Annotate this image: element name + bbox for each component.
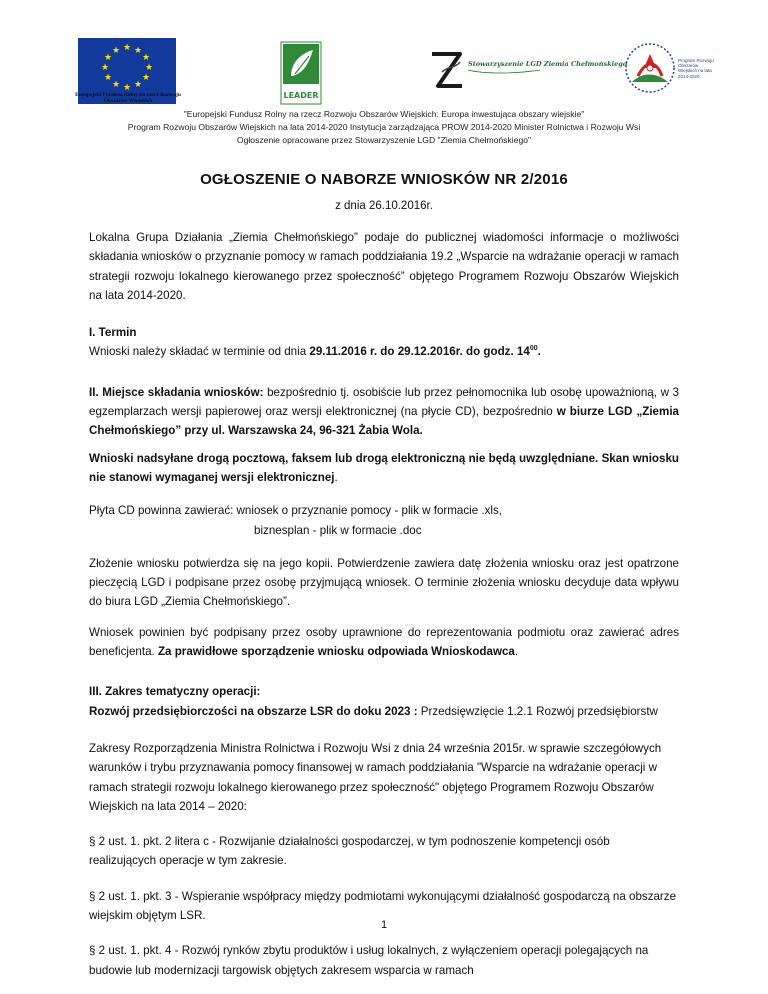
zakres-bold: Rozwój przedsiębiorczości na obszarze LSR do doku 2023 : bbox=[89, 704, 418, 718]
intro-paragraph: Lokalna Grupa Działania „Ziemia Chełmońskiego” podaje do publicznej wiadomości informacje o możliwości składania wniosków o przyznanie pomocy w ramach poddziałania 19.2 „Wsparcie na wdrażanie operacji w ramach strategii rozwoju lokalnego kierowanego przez społeczność” objętego Programem Rozwoju Obszarów Wiejskich na lata 2014-2020. bbox=[89, 231, 679, 302]
document-date: z dnia 26.10.2016r. bbox=[335, 200, 433, 212]
logos-row bbox=[0, 0, 768, 112]
lgd-text: Stowarzyszenie LGD Ziemia Chełmońskiego bbox=[468, 60, 628, 68]
header-info bbox=[40, 108, 728, 147]
cd-line-1: Płyta CD powinna zawierać: wniosek o przyznanie pomocy - plik w formacie .xls, bbox=[89, 504, 503, 518]
warning-end: . bbox=[334, 470, 338, 484]
page-number: 1 bbox=[380, 919, 388, 931]
termin-paragraph bbox=[89, 342, 679, 361]
svg-text:★: ★ bbox=[103, 53, 113, 63]
warning-text: Wnioski nadsyłane drogą pocztową, faksem lub drogą elektroniczną nie będą uwzględniane. Skan wniosku nie stanowi wymaganej wersji elektronicznej bbox=[89, 451, 679, 484]
leader-text: LEADER bbox=[283, 91, 319, 100]
svg-text:★: ★ bbox=[122, 83, 132, 93]
cd-line-2: biznesplan - plik w formacie .doc bbox=[254, 523, 422, 537]
termin-sup: 00 bbox=[529, 345, 538, 353]
paragraph-pkt-2c: § 2 ust. 1. pkt. 2 litera c - Rozwijanie działalności gospodarczej, w tym podnoszenie kompetencji osób realizujących operacje w tym zakresie. bbox=[89, 835, 610, 868]
miejsce-address: w biurze LGD „Ziemia Chełmońskiego” przy ul. Warszawska 24, 96-321 Żabia Wola. bbox=[89, 405, 679, 438]
warning-paragraph bbox=[89, 449, 679, 488]
document-body bbox=[89, 228, 679, 980]
svg-text:★: ★ bbox=[133, 80, 143, 90]
miejsce-heading: II. Miejsce składania wniosków: bbox=[89, 385, 264, 399]
paragraph-pkt-4: § 2 ust. 1. pkt. 4 - Rozwój rynków zbytu produktów i usług lokalnych, z wyłączeniem operacji polegających na budowie lub modernizacji targowisk objętych zakresem wsparcia w ramach bbox=[89, 944, 649, 977]
rozporzadzenie-paragraph: Zakresy Rozporządzenia Ministra Rolnictwa i Rozwoju Wsi z dnia 24 września 2015r. w sprawie szczegółowych warunków i trybu przyznawania pomocy finansowej w ramach poddziałania "Wsparcie na wdrażanie operacji w ramach strategii rozwoju lokalnego kierowanego przez społeczność" objętego Programem Rozwoju Obszarów Wiejskich na lata 2014 – 2020: bbox=[89, 741, 662, 813]
eu-caption: Europejski Fundusz Rolny na rzecz Rozwoju Obszarów Wiejskich bbox=[75, 92, 181, 104]
zakres-text: Przedsięwzięcie 1.2.1 Rozwój przedsiębiorstw bbox=[417, 704, 658, 718]
svg-text:★: ★ bbox=[141, 53, 151, 63]
svg-text:★: ★ bbox=[141, 73, 151, 83]
svg-text:★: ★ bbox=[122, 43, 132, 53]
podpis-bold: Za prawidłowe sporządzenie wniosku odpowiada Wnioskodawca bbox=[157, 645, 515, 659]
termin-text: Wnioski należy składać w terminie od dnia bbox=[89, 345, 310, 359]
miejsce-paragraph bbox=[89, 383, 679, 441]
document-title: OGŁOSZENIE O NABORZE WNIOSKÓW NR 2/2016 bbox=[200, 171, 568, 188]
zakres-heading: III. Zakres tematyczny operacji: bbox=[89, 685, 261, 699]
podpis-paragraph bbox=[89, 623, 679, 662]
svg-text:★: ★ bbox=[103, 73, 113, 83]
lgd-logo bbox=[424, 48, 628, 98]
termin-heading: I. Termin bbox=[89, 326, 137, 340]
podpis-end: . bbox=[514, 645, 519, 659]
termin-end: . bbox=[537, 345, 541, 359]
svg-text:★: ★ bbox=[144, 63, 154, 73]
header-line-2: Program Rozwoju Obszarów Wiejskich na lata 2014-2020 Instytucja zarządzająca PROW 2014-2020 Minister Rolnictwa i Rozwoju Wsi bbox=[127, 122, 641, 132]
termin-dates-text: 29.11.2016 r. do 29.12.2016r. do godz. 14 bbox=[309, 345, 530, 359]
svg-text:★: ★ bbox=[133, 46, 143, 56]
zlozenie-paragraph: Złożenie wniosku potwierdza się na jego kopii. Potwierdzenie zawiera datę złożenia wniosku oraz jest opatrzone pieczęcią LGD i podpisane przez osobę przyjmującą wniosek. O terminie złożenia wniosku decyduje data wpływu do biura LGD „Ziemia Chełmońskiego”. bbox=[89, 556, 679, 609]
paragraph-pkt-3: § 2 ust. 1. pkt. 3 - Wspieranie współpracy między podmiotami wykonującymi działalność gospodarczą na obszarze wiejskim objętym LSR. bbox=[89, 889, 677, 923]
miejsce-text: bezpośrednio tj. osobiście lub przez pełnomocnika lub osobę upoważnioną, w 3 egzemplarzach wersji papierowej oraz wersji elektronicznej (na płycie CD), bezpośrednio bbox=[89, 385, 679, 419]
prow-text: Program Rozwoju Obszarów Wiejskich na lata 2014-2020 bbox=[678, 58, 714, 79]
podpis-text: Wniosek powinien być podpisany przez osoby uprawnione do reprezentowania podmiotu oraz zawierać adres beneficjenta. bbox=[89, 625, 679, 659]
svg-text:★: ★ bbox=[111, 80, 121, 90]
zakres-paragraph bbox=[89, 702, 679, 721]
leader-logo bbox=[281, 42, 321, 104]
svg-text:★: ★ bbox=[111, 46, 121, 56]
svg-text:★: ★ bbox=[100, 63, 110, 73]
header-line-1: "Europejski Fundusz Rolny na rzecz Rozwoju Obszarów Wiejskich: Europa inwestująca obszary wiejskie" bbox=[183, 109, 585, 119]
header-line-3: Ogłoszenie opracowane przez Stowarzyszenie LGD "Ziemia Chełmońskiego" bbox=[236, 135, 532, 145]
termin-dates bbox=[309, 345, 540, 358]
